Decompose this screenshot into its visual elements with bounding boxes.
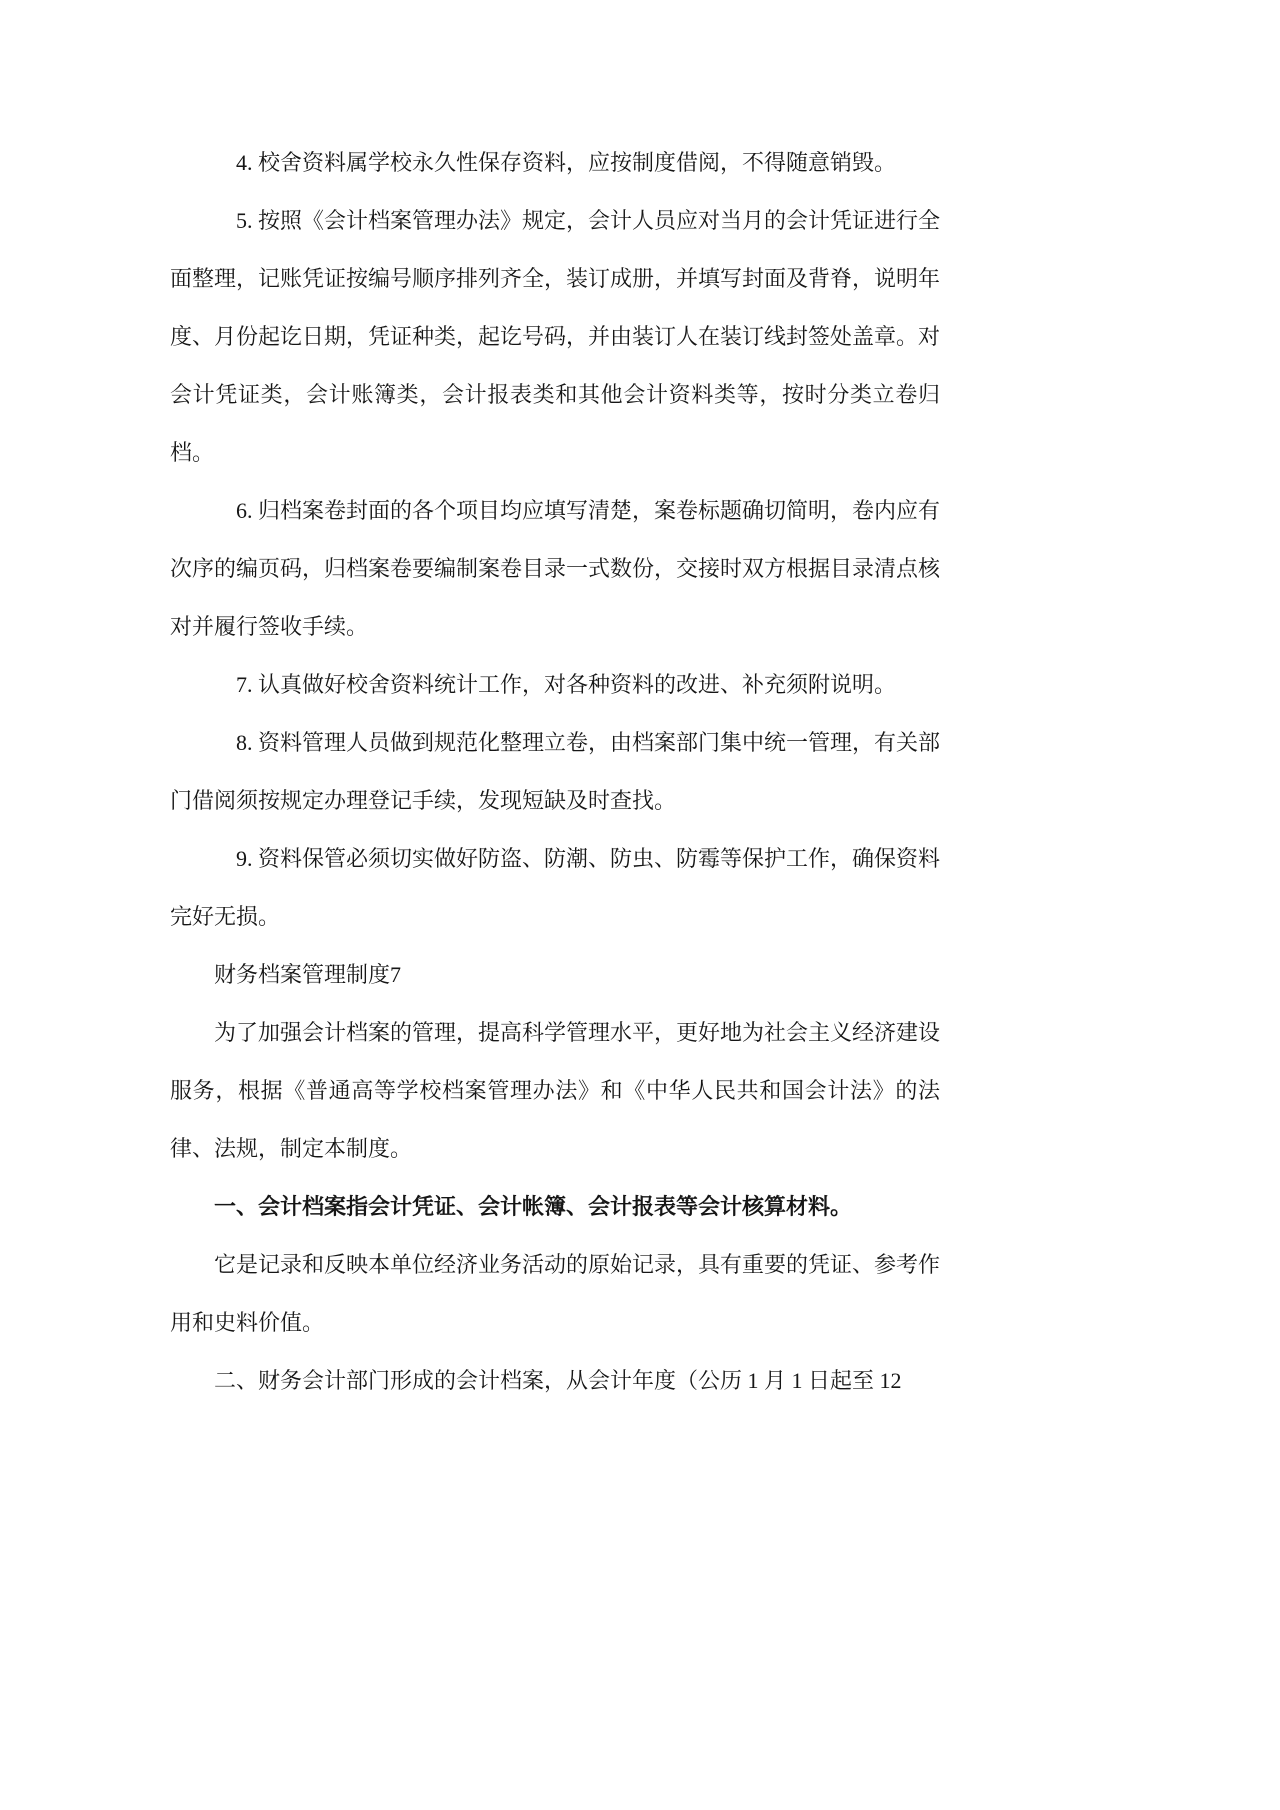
paragraph: 6. 归档案卷封面的各个项目均应填写清楚，案卷标题确切简明，卷内应有次序的编页码，归档案卷要编制案卷目录一式数份，交接时双方根据目录清点核对并履行签收手续。 bbox=[170, 498, 941, 639]
paragraph: 财务档案管理制度7 bbox=[214, 962, 402, 987]
paragraph: 为了加强会计档案的管理，提高科学管理水平，更好地为社会主义经济建设服务，根据《普通高等学校档案管理办法》和《中华人民共和国会计法》的法律、法规，制定本制度。 bbox=[170, 1020, 941, 1161]
paragraph: 4. 校舍资料属学校永久性保存资料，应按制度借阅，不得随意销毁。 bbox=[236, 150, 897, 175]
section-heading: 一、会计档案指会计凭证、会计帐簿、会计报表等会计核算材料。 bbox=[214, 1194, 853, 1219]
document-body bbox=[170, 134, 940, 1410]
paragraph: 7. 认真做好校舍资料统计工作，对各种资料的改进、补充须附说明。 bbox=[236, 672, 897, 697]
paragraph: 它是记录和反映本单位经济业务活动的原始记录，具有重要的凭证、参考作用和史料价值。 bbox=[170, 1252, 941, 1335]
paragraph: 9. 资料保管必须切实做好防盗、防潮、防虫、防霉等保护工作，确保资料完好无损。 bbox=[170, 846, 941, 929]
paragraph: 5. 按照《会计档案管理办法》规定，会计人员应对当月的会计凭证进行全面整理，记账凭证按编号顺序排列齐全，装订成册，并填写封面及背脊，说明年度、月份起讫日期，凭证种类，起讫号码，并由装订人在装订线封签处盖章。对会计凭证类，会计账簿类，会计报表类和其他会计资料类等，按时分类立卷归档。 bbox=[170, 208, 941, 465]
paragraph: 8. 资料管理人员做到规范化整理立卷，由档案部门集中统一管理，有关部门借阅须按规定办理登记手续，发现短缺及时查找。 bbox=[170, 730, 941, 813]
paragraph: 二、财务会计部门形成的会计档案，从会计年度（公历 1 月 1 日起至 12 bbox=[214, 1368, 902, 1393]
